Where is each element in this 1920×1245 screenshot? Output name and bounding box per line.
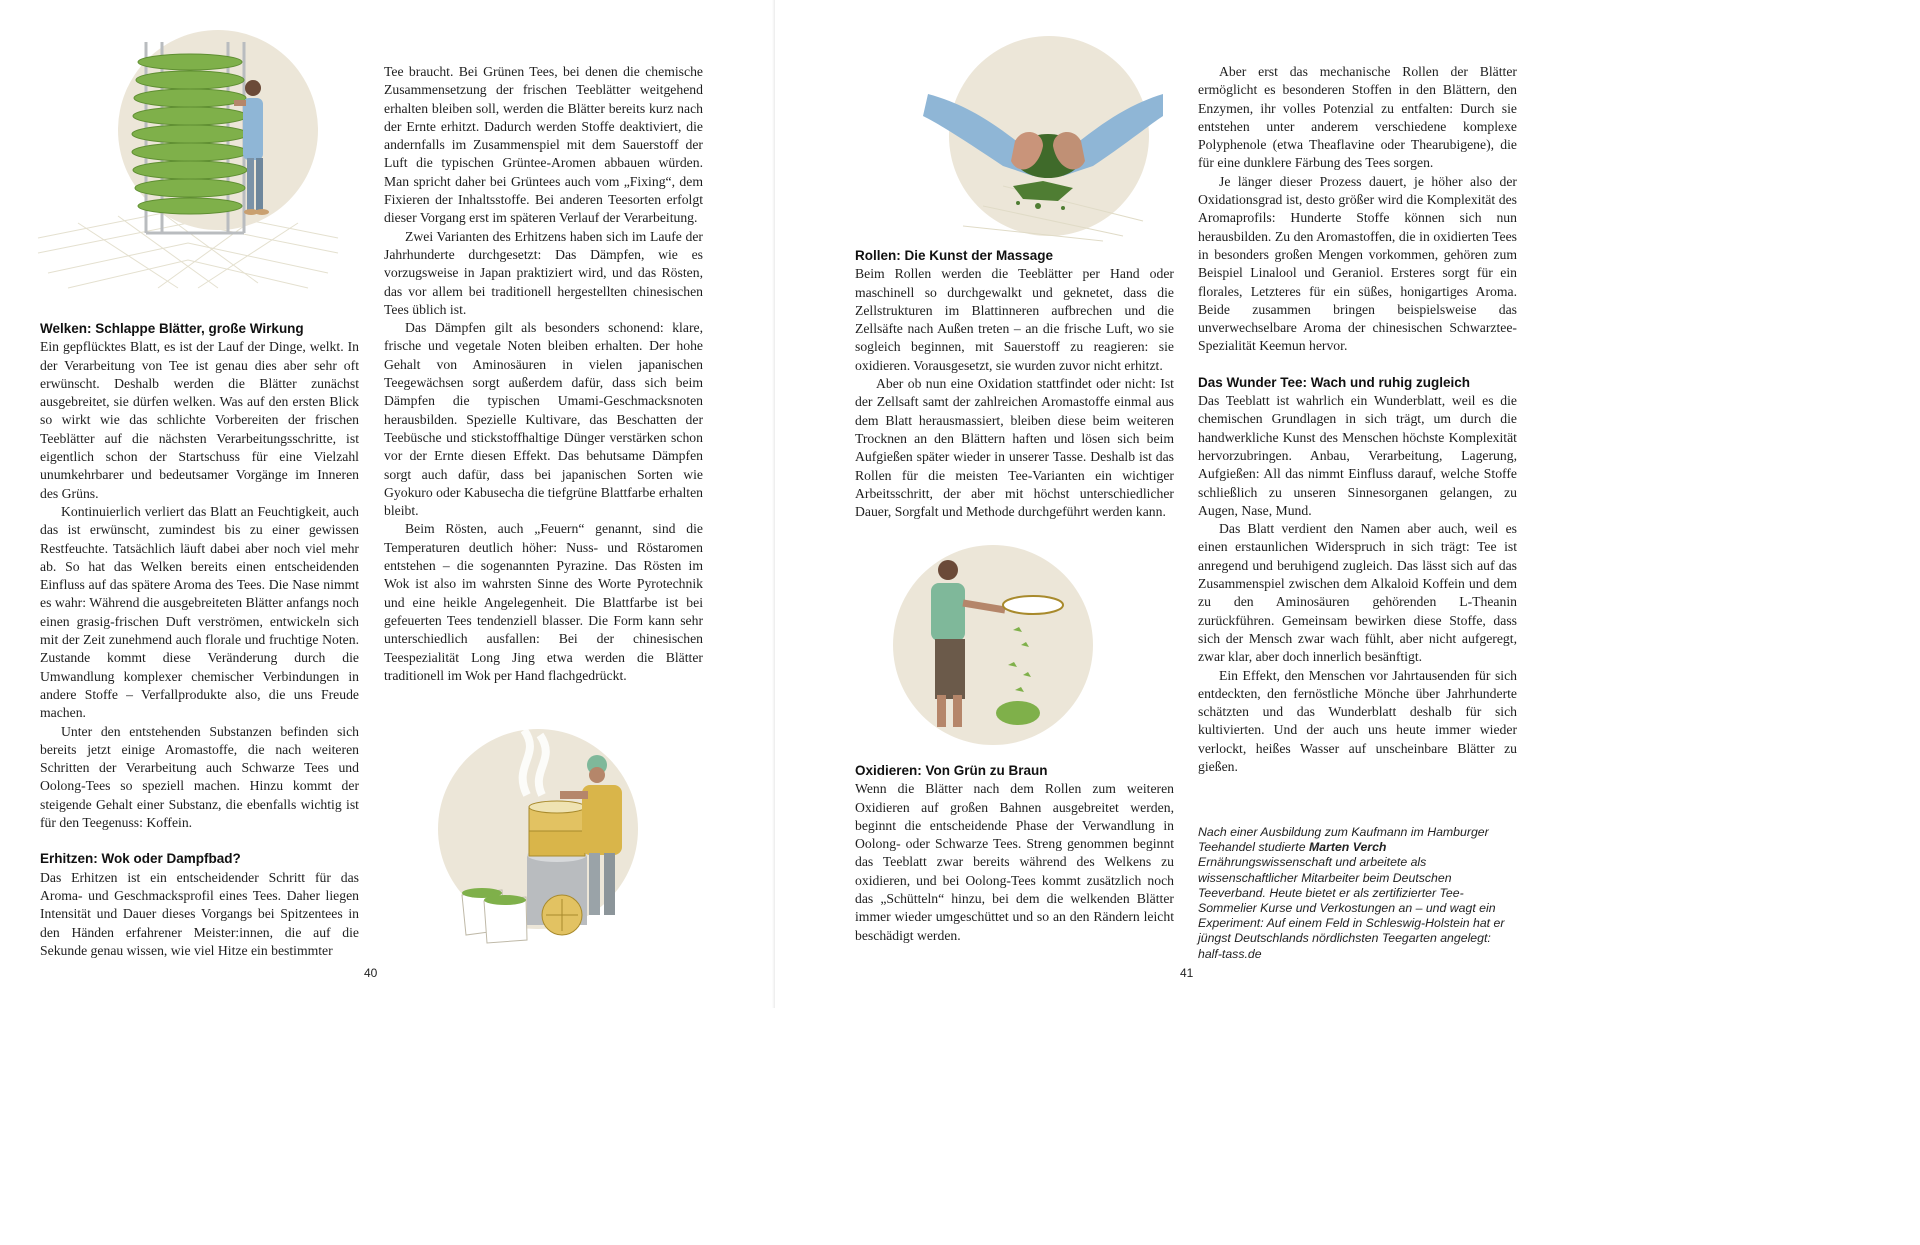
right-page-column-1-lower [855,762,1174,945]
left-page [0,0,775,1008]
paragraph: Beim Rollen werden die Teeblätter per Hand oder maschinell so durchgewalkt und geknetet, dass die Zellstrukturen im Blattinneren aufbrechen und die Zellsäfte nach Außen treten – an die frische Luft, wo sie sogleich beginnen, mit Sauerstoff zu reagieren: sie oxidieren. Vorausgesetzt, sie wurden zuvor nicht erhitzt. [855,266,1174,373]
paragraph: Das Dämpfen gilt als besonders schonend: klare, frische und vegetale Noten bleiben erhalten. Der hohe Gehalt von Aminosäuren in vielen japanischen Teegewächsen sorgt außerdem dafür, dass sich beim Dämpfen die typischen Umami-Geschmacksnoten herausbilden. Spezielle Kultivare, das Beschatten der Teebüsche und stickstoffhaltige Dünger verstärken schon vor der Ernte diesen Effekt. Das behutsame Dämpfen sorgt auch dafür, dass bei japanischen Sorten wie Gyokuro oder Kabusecha die tiefgrüne Blattfarbe erhalten bleibt. [384,320,703,519]
section-heading-erhitzen: Erhitzen: Wok oder Dampfbad? [40,851,241,867]
page-number: 41 [1180,966,1194,980]
right-page-column-1 [855,247,1174,521]
paragraph: Wenn die Blätter nach dem Rollen zum weiteren Oxidieren auf großen Bahnen ausgebreitet werden, beginnt die entscheidende Phase der Verwandlung in Oolong- oder Schwarze Tees. Streng genommen beginnt das Teeblatt zwar bereits während des Welkens zu oxidieren, und bei Oolong-Tees kommt zusätzlich noch das „Schütteln“ hinzu, bei dem die welkenden Blätter immer wieder umgeschüttet und so an den Rändern leicht beschädigt werden. [855,781,1174,943]
paragraph: Kontinuierlich verliert das Blatt an Feuchtigkeit, auch das ist erwünscht, zumindest bis zu einer gewissen Restfeuchte. Tatsächlich läuft dabei aber noch viel mehr ab. So hat das Welken bereits einen entscheidenden Einfluss auf das spätere Aroma des Tees. Die Nase nimmt es wahr: Während die ausgebreiteten Blätter anfangs noch einen grasig-frischen Duft verströmen, entwickeln sich mit der Zeit zunehmend auch florale und fruchtige Noten. Zustande kommt diese Veränderung durch die Umwandlung komplexer chemischer Verbindungen in andere Stoffe – Verfallprodukte also, die uns Freude machen. [40,503,359,721]
section-heading-wunder-tee: Das Wunder Tee: Wach und ruhig zugleich [1198,374,1471,390]
page-number: 40 [364,966,378,980]
paragraph: Tee braucht. Bei Grünen Tees, bei denen die chemische Zusammensetzung der frischen Teeblätter weitgehend erhalten bleiben soll, werden die Blätter bereits kurz nach der Ernte erhitzt. Dadurch werden Stoffe deaktiviert, die andernfalls im Zusammenspiel mit dem Sauerstoff der Luft die typischen Grüntee-Aromen abbauen würden. Man spricht daher bei Grüntees auch vom „Fixing“, dem Fixieren der Inhaltsstoffe. Bei anderen Teesorten erfolgt dieser Vorgang erst im späteren Verlauf der Verarbeitung. [384,64,703,226]
section-heading-rollen: Rollen: Die Kunst der Massage [855,248,1054,263]
right-page [775,0,1550,1008]
paragraph: Ein Effekt, den Menschen vor Jahrtausenden für sich entdeckten, den fernöstliche Mönche über Jahrhunderte schätzten und das Wunderblatt deshalb für sich kultivierten. Und der auch uns heute immer wieder verlockt, heißes Wasser auf unscheinbare Blätter zu gießen. [1198,667,1517,774]
illustration-withering-rack [38,38,338,300]
right-page-column-2 [1198,63,1517,776]
paragraph: Beim Rösten, auch „Feuern“ genannt, sind die Temperaturen deutlich höher: Nuss- und Röstaromen entstehen – die sogenannten Pyrazine. Das Rösten im Wok ist also im wahrsten Sinne des Worte Pyrotechnik und eine heikle Angelegenheit. Die Blattfarbe ist bei gefeuerten Tees tendenziell blasser. Die Form kann sehr unterschiedlich ausfallen: Bei der chinesischen Teespezialität Long Jing etwa werden die Blätter traditionell im Wok per Hand flachgedrückt. [384,521,703,683]
paragraph: Aber erst das mechanische Rollen der Blätter ermöglicht es besonderen Stoffen in den Blättern, den Enzymen, ihr volles Potenzial zu entfalten: Durch sie entstehen unter anderem verschiedene komplexe Polyphenole (etwa Theaflavine oder Thearubigene), die für eine dunklere Färbung des Tees sorgen. [1198,64,1517,171]
section-heading-welken: Welken: Schlappe Blätter, große Wirkung [40,321,304,336]
paragraph: Das Teeblatt ist wahrlich ein Wunderblatt, weil es die chemischen Grundlagen in sich trägt, um durch die handwerkliche Kunst des Menschen höchste Komplexität hervorzubringen. Anbau, Verarbeitung, Lagerung, Aufgießen: All das nimmt Einfluss darauf, welche Stoffe schließlich zu unseren Sinnesorganen gelangen, zu Augen, Nase, Mund. [1198,393,1517,518]
paragraph: Aber ob nun eine Oxidation stattfindet oder nicht: Ist der Zellsaft samt der zahlreichen Aromastoffe einmal aus dem Blatt herausmassiert, bleiben diese beim weiteren Trocknen an den Blättern haften und lösen sich beim Aufgießen später wieder in unserer Tasse. Deshalb ist das Rollen für die meisten Tee-Varianten ein wichtiger Arbeitsschritt, der aber mit höchst unterschiedlicher Dauer, Sorgfalt und Methode durchgeführt werden kann. [855,376,1174,520]
paragraph: Zwei Varianten des Erhitzens haben sich im Laufe der Jahrhunderte durchgesetzt: Das Dämpfen, wie es vorzugsweise in Japan praktiziert wird, und das Rösten, das vor allem bei traditionell hergestellten chinesischen Tees üblich ist. [384,228,703,317]
left-page-column-2 [384,63,703,685]
bio-text: Nach einer Ausbildung zum Kaufmann im Hamburger Teehandel studierte [1198,825,1489,855]
paragraph: Je länger dieser Prozess dauert, je höher also der Oxidationsgrad ist, desto größer wird die Komplexität des Aromaprofils: Hunderte Stoffe können sich nun herausbilden. Zu den Aromastoffen, die in oxidierten Tees in besonders großen Mengen vorkommen, gehören zum Beispiel Linalool und Geraniol. Ersteres sorgt für ein florales, Letzteres für ein süßes, honigartiges Aroma. Beide zusammen bringen beispielsweise das unverwechselbare Aroma der chinesischen Schwarztee-Spezialität Keemun hervor. [1198,173,1517,354]
left-page-column-1 [40,320,359,960]
author-name: Marten Verch [1308,840,1387,855]
author-bio [1198,825,1516,962]
paragraph: Das Blatt verdient den Namen aber auch, weil es einen erstaunlichen Widerspruch in sich trägt: Tee ist anregend und beruhigend zugleich. Das lässt sich auf das Zusammenspiel zwischen dem Alkaloid Koffein und dem zu den Aminosäuren gehörenden L-Theanin zurückführen. Gemeinsam bewirken diese Stoffe, dass sich der Mensch zwar wach fühlt, aber nicht aufgeregt, zwar klar, aber doch innerlich besänftigt. [1198,521,1517,665]
illustration-rolling [923,36,1163,241]
bio-text: Ernährungswissenschaft und arbeitete als wissenschaftlicher Mitarbeiter beim Deutschen Teeverband. Heute bietet er als zertifizierter Tee-Sommelier Kurse und Verkostungen an – und wagt ein Experiment: Auf einem Feld in Schleswig-Holstein hat er jüngst Deutschlands nördlichsten Teegarten angelegt: half-tass.de [1198,855,1505,961]
illustration-oxidising [893,545,1103,750]
paragraph: Das Erhitzen ist ein entscheidender Schritt für das Aroma- und Geschmacksprofil eines Tees. Daher liegen Intensität und Dauer dieses Vorgangs bei Spitzentees in den Händen erfahrener Meister:innen, die auf die Sekunde genau wissen, wie viel Hitze ein bestimmter [40,869,359,958]
section-heading-oxidieren: Oxidieren: Von Grün zu Braun [855,763,1048,778]
illustration-steaming [432,725,662,945]
paragraph: Ein gepflücktes Blatt, es ist der Lauf der Dinge, welkt. In der Verarbeitung von Tee ist genau dies aber sehr oft erwünscht. Deshalb werden die Blätter zunächst ausgebreitet, sie dürfen welken. Was auf den ersten Blick so wirkt wie das schlichte Vorbereiten der frischen Teeblätter auf die nächsten Verarbeitungsschritte, ist eigentlich schon der Startschuss für eine Vielzahl unumkehrbarer und bedeutsamer Vorgänge im Inneren des Grüns. [40,339,359,501]
paragraph: Unter den entstehenden Substanzen befinden sich bereits jetzt einige Aromastoffe, die nach weiteren Schritten der Verarbeitung auch Schwarze Tees und Oolong-Tees so speziell machen. Hinzu kommt der steigende Gehalt einer Substanz, die ebenfalls wichtig ist für den Teegenuss: Koffein. [40,723,359,831]
